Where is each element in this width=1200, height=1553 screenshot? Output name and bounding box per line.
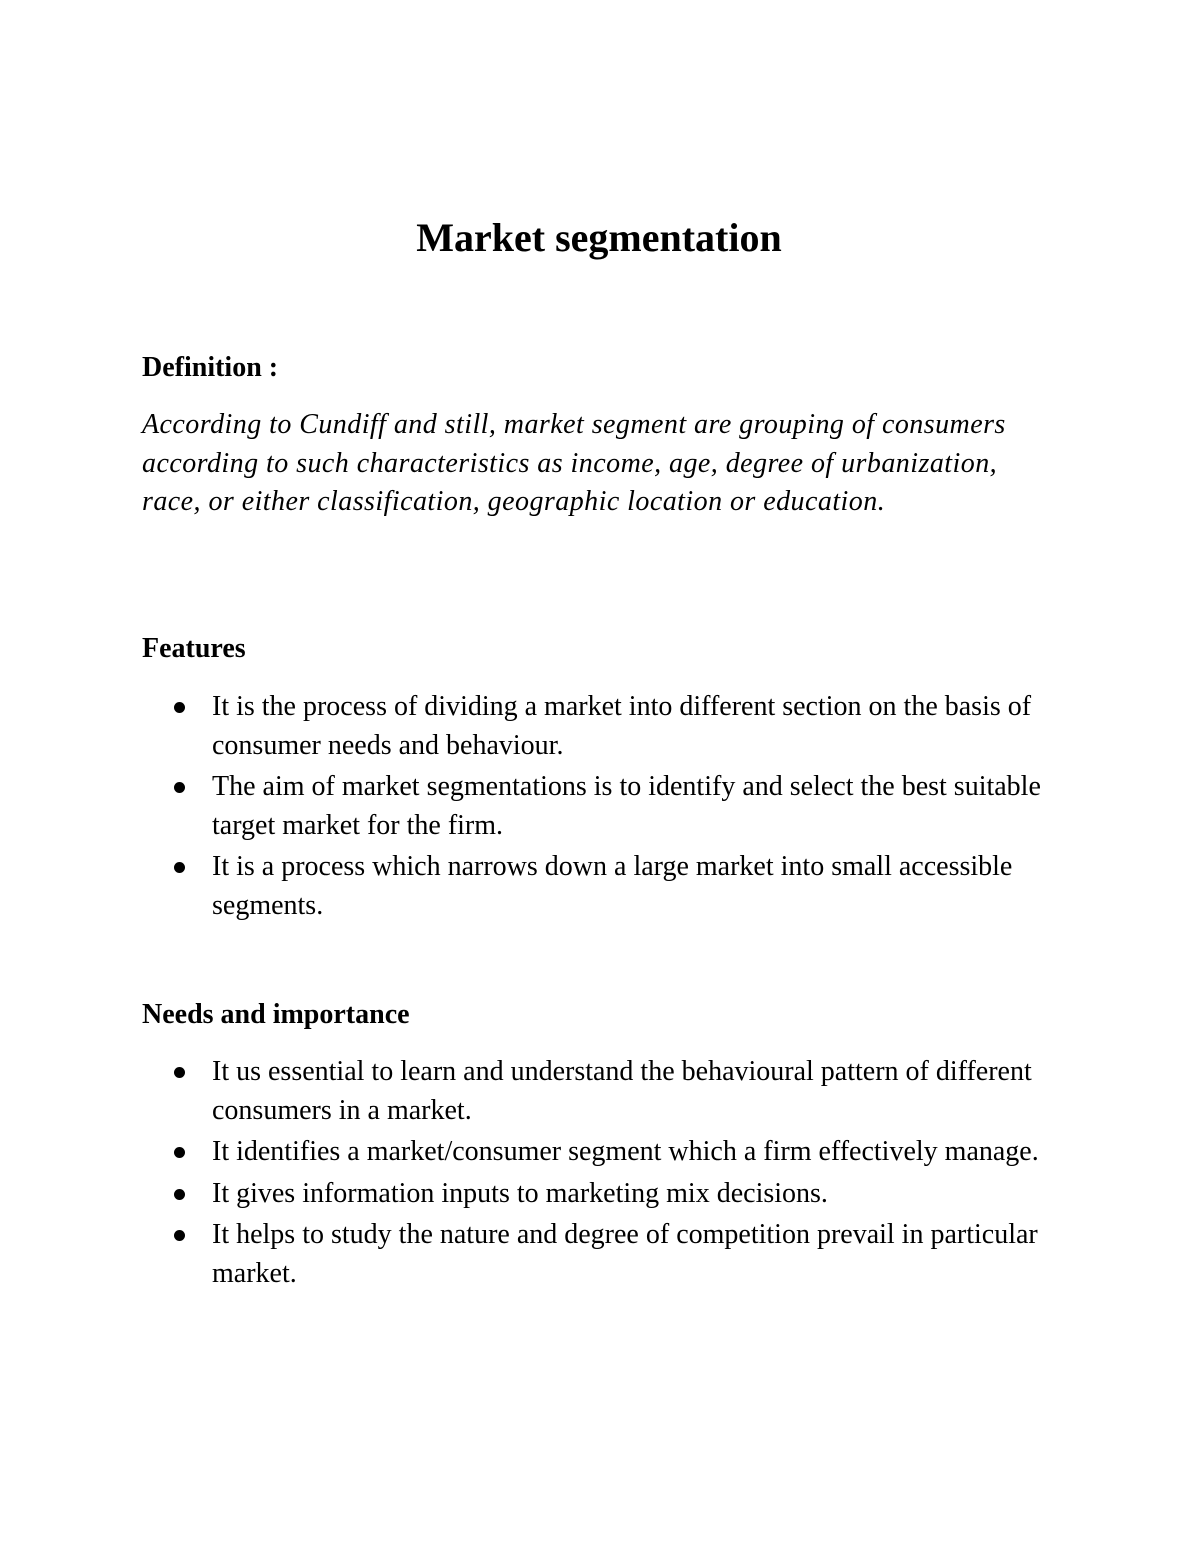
needs-list (0, 1053, 1100, 1296)
features-heading: Features (142, 633, 246, 664)
list-item (0, 1133, 1052, 1172)
features-list (0, 688, 1100, 928)
list-item-text: It is a process which narrows down a large market into small accessible segments. (212, 851, 1013, 921)
bullet-icon (174, 782, 185, 793)
bullet-icon (174, 702, 185, 713)
list-item-text: It identifies a market/consumer segment which a firm effectively manage. (212, 1136, 1039, 1167)
list-item (0, 688, 1052, 765)
list-item-text: The aim of market segmentations is to identify and select the best suitable target market for the firm. (212, 771, 1041, 841)
list-item-text: It us essential to learn and understand the behavioural pattern of different consumers in a market. (212, 1056, 1032, 1126)
list-item (0, 1216, 1052, 1293)
bullet-icon (174, 1067, 185, 1078)
list-item (0, 1053, 1052, 1130)
page-title: Market segmentation (416, 215, 782, 260)
list-item (0, 848, 1052, 925)
list-item (0, 1175, 1052, 1214)
bullet-icon (174, 862, 185, 873)
list-item-text: It is the process of dividing a market into different section on the basis of consumer needs and behaviour. (212, 691, 1032, 761)
needs-heading: Needs and importance (142, 999, 410, 1030)
bullet-icon (174, 1230, 185, 1241)
list-item (0, 768, 1052, 845)
definition-heading: Definition : (142, 352, 279, 383)
bullet-icon (174, 1189, 185, 1200)
bullet-icon (174, 1147, 185, 1158)
list-item-text: It helps to study the nature and degree of competition prevail in particular market. (212, 1219, 1038, 1289)
list-item-text: It gives information inputs to marketing mix decisions. (212, 1177, 828, 1209)
definition-text: According to Cundiff and still, market segment are grouping of consumers according to such characteristics as income, age, degree of urbanization, race, or either classification, geographic location or education. (142, 409, 1006, 518)
